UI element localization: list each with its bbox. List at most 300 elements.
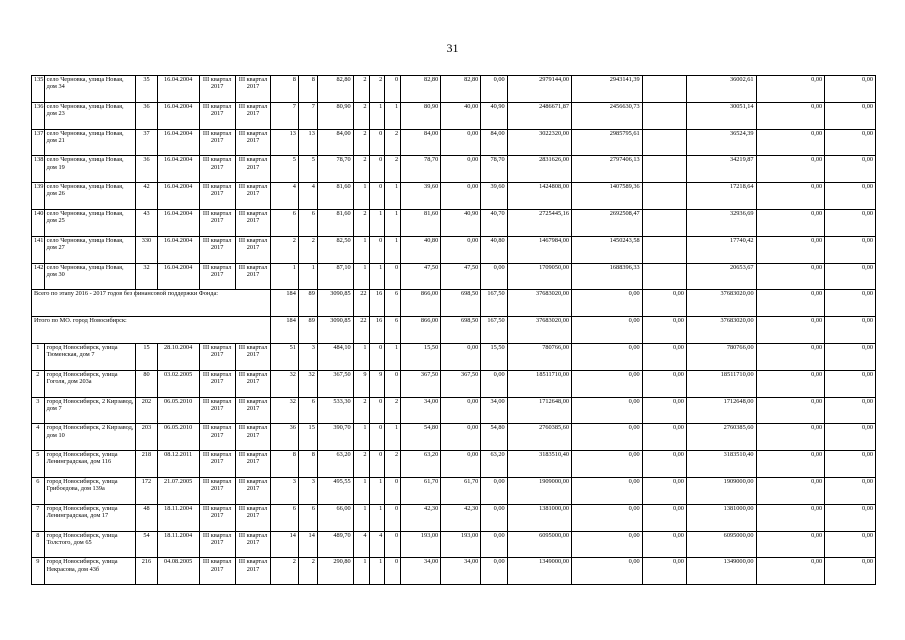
value-cell: III квартал 2017 xyxy=(199,451,235,478)
address-cell: город Новосибирск, улица Ленинградская, дом 17 xyxy=(44,504,136,531)
value-cell: 47,50 xyxy=(441,263,481,290)
total-value-cell: 37683020,00 xyxy=(686,290,756,317)
value-cell: 32 xyxy=(298,370,317,397)
value-cell: 7 xyxy=(271,102,298,129)
value-cell: III квартал 2017 xyxy=(199,263,235,290)
table-row xyxy=(32,343,876,370)
value-cell: 0,00 xyxy=(756,504,825,531)
value-cell: 03.02.2005 xyxy=(157,370,199,397)
value-cell: 2760385,60 xyxy=(686,424,756,451)
value-cell: 367,50 xyxy=(441,370,481,397)
value-cell: 32 xyxy=(271,370,298,397)
value-cell: 484,10 xyxy=(317,343,353,370)
value-cell: 1450243,58 xyxy=(572,236,643,263)
value-cell: 0,00 xyxy=(825,397,876,424)
value-cell: 2 xyxy=(385,156,401,183)
total-value-cell: 0,00 xyxy=(756,317,825,344)
value-cell: 36 xyxy=(136,102,157,129)
value-cell xyxy=(642,129,686,156)
value-cell: 54 xyxy=(136,531,157,558)
value-cell: 0,00 xyxy=(825,424,876,451)
value-cell: 0 xyxy=(369,156,385,183)
value-cell: 0,00 xyxy=(825,156,876,183)
value-cell: 0,00 xyxy=(572,424,643,451)
total-value-cell: 16 xyxy=(369,317,385,344)
table-row xyxy=(32,156,876,183)
value-cell: 0,00 xyxy=(756,558,825,585)
address-cell: город Новосибирск, улица Некрасова, дом 43б xyxy=(44,558,136,585)
value-cell: 2 xyxy=(353,451,369,478)
table-body xyxy=(32,76,876,585)
value-cell: 0,00 xyxy=(642,424,686,451)
value-cell: 34,00 xyxy=(401,397,441,424)
value-cell: 1 xyxy=(353,424,369,451)
value-cell: 9 xyxy=(353,370,369,397)
total-value-cell: 89 xyxy=(298,317,317,344)
value-cell: 1 xyxy=(271,263,298,290)
value-cell: 0,00 xyxy=(572,451,643,478)
value-cell: 2760385,60 xyxy=(507,424,571,451)
value-cell: 0,00 xyxy=(441,156,481,183)
value-cell: 489,70 xyxy=(317,531,353,558)
value-cell: 0,00 xyxy=(756,129,825,156)
value-cell: 0 xyxy=(385,504,401,531)
value-cell: 2 xyxy=(353,76,369,103)
total-value-cell: 22 xyxy=(353,317,369,344)
value-cell: 330 xyxy=(136,236,157,263)
value-cell: 6 xyxy=(271,504,298,531)
value-cell: III квартал 2017 xyxy=(235,370,271,397)
value-cell: 2 xyxy=(298,236,317,263)
value-cell: 0 xyxy=(369,183,385,210)
value-cell: 4 xyxy=(298,183,317,210)
value-cell: 16.04.2004 xyxy=(157,76,199,103)
row-number-cell: 4 xyxy=(32,424,45,451)
value-cell: 3022320,00 xyxy=(507,129,571,156)
value-cell: 1 xyxy=(353,343,369,370)
value-cell: 43 xyxy=(136,209,157,236)
value-cell: 0,00 xyxy=(756,451,825,478)
value-cell: 3183510,40 xyxy=(686,451,756,478)
address-cell: село Черновка, улица Новая, дом 19 xyxy=(44,156,136,183)
value-cell: 32 xyxy=(136,263,157,290)
value-cell: 1 xyxy=(385,183,401,210)
value-cell: 0,00 xyxy=(756,76,825,103)
value-cell: 48 xyxy=(136,504,157,531)
total-value-cell: 3090,85 xyxy=(317,290,353,317)
value-cell: 2 xyxy=(271,236,298,263)
row-number-cell: 2 xyxy=(32,370,45,397)
value-cell: 0 xyxy=(385,263,401,290)
address-cell: город Новосибирск, улица Тюменская, дом 7 xyxy=(44,343,136,370)
value-cell: 0,00 xyxy=(572,370,643,397)
value-cell: 16.04.2004 xyxy=(157,236,199,263)
value-cell: 2725445,16 xyxy=(507,209,571,236)
value-cell xyxy=(642,236,686,263)
value-cell: 34219,87 xyxy=(686,156,756,183)
value-cell: 2979144,00 xyxy=(507,76,571,103)
value-cell: 0,00 xyxy=(825,236,876,263)
value-cell: 1909000,00 xyxy=(507,477,571,504)
value-cell: 06.05.2010 xyxy=(157,397,199,424)
value-cell: 1909000,00 xyxy=(686,477,756,504)
value-cell: 6095000,00 xyxy=(507,531,571,558)
value-cell: 42,30 xyxy=(441,504,481,531)
value-cell: III квартал 2017 xyxy=(199,156,235,183)
value-cell: 08.12.2011 xyxy=(157,451,199,478)
value-cell: 0 xyxy=(385,477,401,504)
value-cell: 7 xyxy=(298,102,317,129)
value-cell: 367,50 xyxy=(317,370,353,397)
value-cell: III квартал 2017 xyxy=(235,451,271,478)
table-row xyxy=(32,129,876,156)
table-row xyxy=(32,183,876,210)
value-cell: 34,00 xyxy=(481,397,507,424)
table-row xyxy=(32,370,876,397)
value-cell: 0 xyxy=(369,236,385,263)
value-cell: 0,00 xyxy=(481,558,507,585)
value-cell: III квартал 2017 xyxy=(235,156,271,183)
value-cell: 2 xyxy=(385,397,401,424)
value-cell: 2 xyxy=(385,451,401,478)
row-number-cell: 142 xyxy=(32,263,45,290)
value-cell: III квартал 2017 xyxy=(235,129,271,156)
value-cell: 2 xyxy=(385,129,401,156)
value-cell: 2985795,61 xyxy=(572,129,643,156)
value-cell: III квартал 2017 xyxy=(199,504,235,531)
value-cell: 1 xyxy=(385,236,401,263)
value-cell: 0,00 xyxy=(825,504,876,531)
resettlement-table xyxy=(31,75,876,585)
value-cell: 06.05.2010 xyxy=(157,424,199,451)
value-cell: 1 xyxy=(353,183,369,210)
value-cell: 0,00 xyxy=(756,477,825,504)
value-cell: 0,00 xyxy=(756,531,825,558)
table-row xyxy=(32,477,876,504)
value-cell: 84,00 xyxy=(317,129,353,156)
value-cell: 193,00 xyxy=(401,531,441,558)
value-cell: 0,00 xyxy=(825,129,876,156)
value-cell: 0,00 xyxy=(756,156,825,183)
value-cell: 2 xyxy=(353,102,369,129)
value-cell: 1 xyxy=(385,209,401,236)
value-cell: 18511710,00 xyxy=(507,370,571,397)
value-cell: 1 xyxy=(353,236,369,263)
value-cell: 2486671,87 xyxy=(507,102,571,129)
value-cell: 18.11.2004 xyxy=(157,504,199,531)
value-cell: 0,00 xyxy=(756,102,825,129)
value-cell: 2943141,39 xyxy=(572,76,643,103)
value-cell: 14 xyxy=(271,531,298,558)
total-value-cell: 0,00 xyxy=(825,290,876,317)
row-number-cell: 136 xyxy=(32,102,45,129)
value-cell: 0,00 xyxy=(825,209,876,236)
value-cell: 0 xyxy=(369,451,385,478)
value-cell: 2 xyxy=(353,156,369,183)
total-value-cell: 37683020,00 xyxy=(686,317,756,344)
value-cell: 0 xyxy=(369,129,385,156)
address-cell: город Новосибирск, 2 Кирзавод, дом 7 xyxy=(44,397,136,424)
value-cell: 0,00 xyxy=(825,183,876,210)
value-cell: 2 xyxy=(353,209,369,236)
value-cell: 40,90 xyxy=(441,209,481,236)
value-cell: 0,00 xyxy=(642,397,686,424)
total-value-cell: 0,00 xyxy=(572,317,643,344)
row-number-cell: 141 xyxy=(32,236,45,263)
value-cell: 172 xyxy=(136,477,157,504)
address-cell: город Новосибирск, улица Ленинградская, дом 116 xyxy=(44,451,136,478)
value-cell: 0 xyxy=(369,343,385,370)
value-cell: 533,30 xyxy=(317,397,353,424)
value-cell: 15 xyxy=(298,424,317,451)
value-cell: III квартал 2017 xyxy=(199,477,235,504)
value-cell: 18.11.2004 xyxy=(157,531,199,558)
value-cell: 2 xyxy=(353,397,369,424)
value-cell: 8 xyxy=(271,76,298,103)
value-cell: 40,80 xyxy=(481,236,507,263)
value-cell: 36524,39 xyxy=(686,129,756,156)
value-cell xyxy=(642,156,686,183)
value-cell: 0,00 xyxy=(481,263,507,290)
value-cell: 1 xyxy=(385,102,401,129)
value-cell: 2692508,47 xyxy=(572,209,643,236)
value-cell: 2 xyxy=(353,129,369,156)
value-cell: 2831626,00 xyxy=(507,156,571,183)
value-cell: 30051,14 xyxy=(686,102,756,129)
value-cell: III квартал 2017 xyxy=(199,370,235,397)
address-cell: село Черновка, улица Новая, дом 30 xyxy=(44,263,136,290)
value-cell: 218 xyxy=(136,451,157,478)
total-value-cell: 0,00 xyxy=(642,317,686,344)
value-cell: 54,80 xyxy=(481,424,507,451)
total-value-cell: 37683020,00 xyxy=(507,290,571,317)
value-cell: III квартал 2017 xyxy=(199,183,235,210)
value-cell: 0,00 xyxy=(441,451,481,478)
value-cell: 40,00 xyxy=(441,102,481,129)
value-cell: 0 xyxy=(369,424,385,451)
value-cell: 6 xyxy=(298,397,317,424)
total-value-cell: 6 xyxy=(385,290,401,317)
value-cell: 0 xyxy=(385,558,401,585)
value-cell: 8 xyxy=(298,451,317,478)
value-cell: 16.04.2004 xyxy=(157,102,199,129)
value-cell: 0,00 xyxy=(572,477,643,504)
total-value-cell: 6 xyxy=(385,317,401,344)
value-cell: III квартал 2017 xyxy=(235,531,271,558)
value-cell: III квартал 2017 xyxy=(235,76,271,103)
value-cell: III квартал 2017 xyxy=(199,76,235,103)
value-cell: 4 xyxy=(271,183,298,210)
value-cell: 1 xyxy=(369,477,385,504)
value-cell: 0,00 xyxy=(825,102,876,129)
value-cell: 1 xyxy=(369,558,385,585)
value-cell: 32936,69 xyxy=(686,209,756,236)
table-row xyxy=(32,209,876,236)
total-value-cell: 866,00 xyxy=(401,317,441,344)
value-cell: 82,80 xyxy=(401,76,441,103)
value-cell: III квартал 2017 xyxy=(235,263,271,290)
value-cell: 13 xyxy=(298,129,317,156)
value-cell: 780766,00 xyxy=(507,343,571,370)
address-cell: село Черновка, улица Новая, дом 25 xyxy=(44,209,136,236)
total-label-cell: Итого по МО. город Новосибирск: xyxy=(32,317,271,344)
total-value-cell: 167,50 xyxy=(481,317,507,344)
value-cell: 0 xyxy=(385,531,401,558)
value-cell: 3 xyxy=(298,343,317,370)
value-cell: 0,00 xyxy=(756,397,825,424)
total-value-cell: 16 xyxy=(369,290,385,317)
value-cell: 82,50 xyxy=(317,236,353,263)
value-cell: 2 xyxy=(369,76,385,103)
row-number-cell: 138 xyxy=(32,156,45,183)
address-cell: село Черновка, улица Новая, дом 27 xyxy=(44,236,136,263)
value-cell: 216 xyxy=(136,558,157,585)
value-cell: 1 xyxy=(385,343,401,370)
value-cell: 1381000,00 xyxy=(507,504,571,531)
value-cell: 2 xyxy=(271,558,298,585)
value-cell: 5 xyxy=(271,156,298,183)
value-cell: 0,00 xyxy=(825,531,876,558)
value-cell: 780766,00 xyxy=(686,343,756,370)
value-cell: 6 xyxy=(298,504,317,531)
value-cell: 0,00 xyxy=(642,451,686,478)
value-cell: 16.04.2004 xyxy=(157,129,199,156)
value-cell: 1467984,00 xyxy=(507,236,571,263)
row-number-cell: 3 xyxy=(32,397,45,424)
value-cell: 17740,42 xyxy=(686,236,756,263)
row-number-cell: 139 xyxy=(32,183,45,210)
value-cell: 0,00 xyxy=(825,370,876,397)
value-cell: 9 xyxy=(369,370,385,397)
value-cell: 6095000,00 xyxy=(686,531,756,558)
value-cell: III квартал 2017 xyxy=(235,424,271,451)
value-cell: 0,00 xyxy=(756,370,825,397)
value-cell: 0,00 xyxy=(642,558,686,585)
value-cell: 367,50 xyxy=(401,370,441,397)
value-cell: 0,00 xyxy=(572,558,643,585)
address-cell: город Новосибирск, улица Толстого, дом 65 xyxy=(44,531,136,558)
value-cell: 0,00 xyxy=(825,477,876,504)
table-row xyxy=(32,397,876,424)
value-cell: 1 xyxy=(369,263,385,290)
table-row xyxy=(32,236,876,263)
value-cell: 6 xyxy=(298,209,317,236)
value-cell: 1381000,00 xyxy=(686,504,756,531)
value-cell: 0,00 xyxy=(756,263,825,290)
row-number-cell: 140 xyxy=(32,209,45,236)
value-cell: 16.04.2004 xyxy=(157,183,199,210)
value-cell: 66,00 xyxy=(317,504,353,531)
value-cell: 0,00 xyxy=(481,504,507,531)
value-cell: 39,60 xyxy=(401,183,441,210)
value-cell: 0,00 xyxy=(642,477,686,504)
row-number-cell: 9 xyxy=(32,558,45,585)
value-cell: 04.08.2005 xyxy=(157,558,199,585)
value-cell: 82,80 xyxy=(317,76,353,103)
value-cell: 2 xyxy=(298,558,317,585)
row-number-cell: 135 xyxy=(32,76,45,103)
row-number-cell: 1 xyxy=(32,343,45,370)
value-cell: 390,70 xyxy=(317,424,353,451)
value-cell: 0,00 xyxy=(642,504,686,531)
value-cell: 80,90 xyxy=(317,102,353,129)
value-cell: III квартал 2017 xyxy=(235,343,271,370)
value-cell: 0,00 xyxy=(642,343,686,370)
value-cell: 20653,67 xyxy=(686,263,756,290)
value-cell: 1 xyxy=(353,263,369,290)
value-cell: 34,00 xyxy=(441,558,481,585)
value-cell: 81,60 xyxy=(317,209,353,236)
value-cell: 0,00 xyxy=(441,424,481,451)
value-cell: 17218,64 xyxy=(686,183,756,210)
value-cell: III квартал 2017 xyxy=(199,397,235,424)
value-cell: III квартал 2017 xyxy=(235,102,271,129)
value-cell: 495,55 xyxy=(317,477,353,504)
table-row xyxy=(32,451,876,478)
value-cell: 0,00 xyxy=(441,129,481,156)
value-cell: 0,00 xyxy=(572,531,643,558)
value-cell: 0,00 xyxy=(642,531,686,558)
value-cell: 1407589,36 xyxy=(572,183,643,210)
value-cell: 0,00 xyxy=(825,263,876,290)
value-cell: 15 xyxy=(136,343,157,370)
value-cell: 1 xyxy=(369,209,385,236)
value-cell: 0,00 xyxy=(481,477,507,504)
value-cell: 0,00 xyxy=(825,558,876,585)
value-cell: 1688396,33 xyxy=(572,263,643,290)
value-cell: 0,00 xyxy=(441,183,481,210)
value-cell: 84,00 xyxy=(481,129,507,156)
total-value-cell: 0,00 xyxy=(825,317,876,344)
table-row xyxy=(32,102,876,129)
value-cell: 5 xyxy=(298,156,317,183)
table-row xyxy=(32,263,876,290)
total-label-cell: Всего по этапу 2016 - 2017 годов без финансовой поддержки Фонда: xyxy=(32,290,271,317)
value-cell: 2797406,13 xyxy=(572,156,643,183)
value-cell: III квартал 2017 xyxy=(199,102,235,129)
value-cell: 61,70 xyxy=(401,477,441,504)
table-row xyxy=(32,424,876,451)
total-value-cell: 0,00 xyxy=(572,290,643,317)
value-cell: 2456630,73 xyxy=(572,102,643,129)
value-cell: 37 xyxy=(136,129,157,156)
value-cell: 1 xyxy=(353,504,369,531)
value-cell: 13 xyxy=(271,129,298,156)
value-cell: 203 xyxy=(136,424,157,451)
value-cell: 0,00 xyxy=(572,504,643,531)
row-number-cell: 137 xyxy=(32,129,45,156)
value-cell: III квартал 2017 xyxy=(199,236,235,263)
value-cell: 0,00 xyxy=(572,343,643,370)
value-cell xyxy=(642,209,686,236)
row-number-cell: 7 xyxy=(32,504,45,531)
value-cell: 0,00 xyxy=(441,343,481,370)
value-cell xyxy=(642,76,686,103)
total-value-cell: 22 xyxy=(353,290,369,317)
value-cell: 18511710,00 xyxy=(686,370,756,397)
value-cell: III квартал 2017 xyxy=(199,129,235,156)
value-cell: 34,00 xyxy=(401,558,441,585)
value-cell: 3 xyxy=(298,477,317,504)
value-cell: 1 xyxy=(353,558,369,585)
value-cell: 78,70 xyxy=(481,156,507,183)
value-cell: III квартал 2017 xyxy=(199,558,235,585)
value-cell: 40,90 xyxy=(481,102,507,129)
total-row xyxy=(32,317,876,344)
value-cell: 290,80 xyxy=(317,558,353,585)
value-cell: 1 xyxy=(369,102,385,129)
value-cell: 14 xyxy=(298,531,317,558)
